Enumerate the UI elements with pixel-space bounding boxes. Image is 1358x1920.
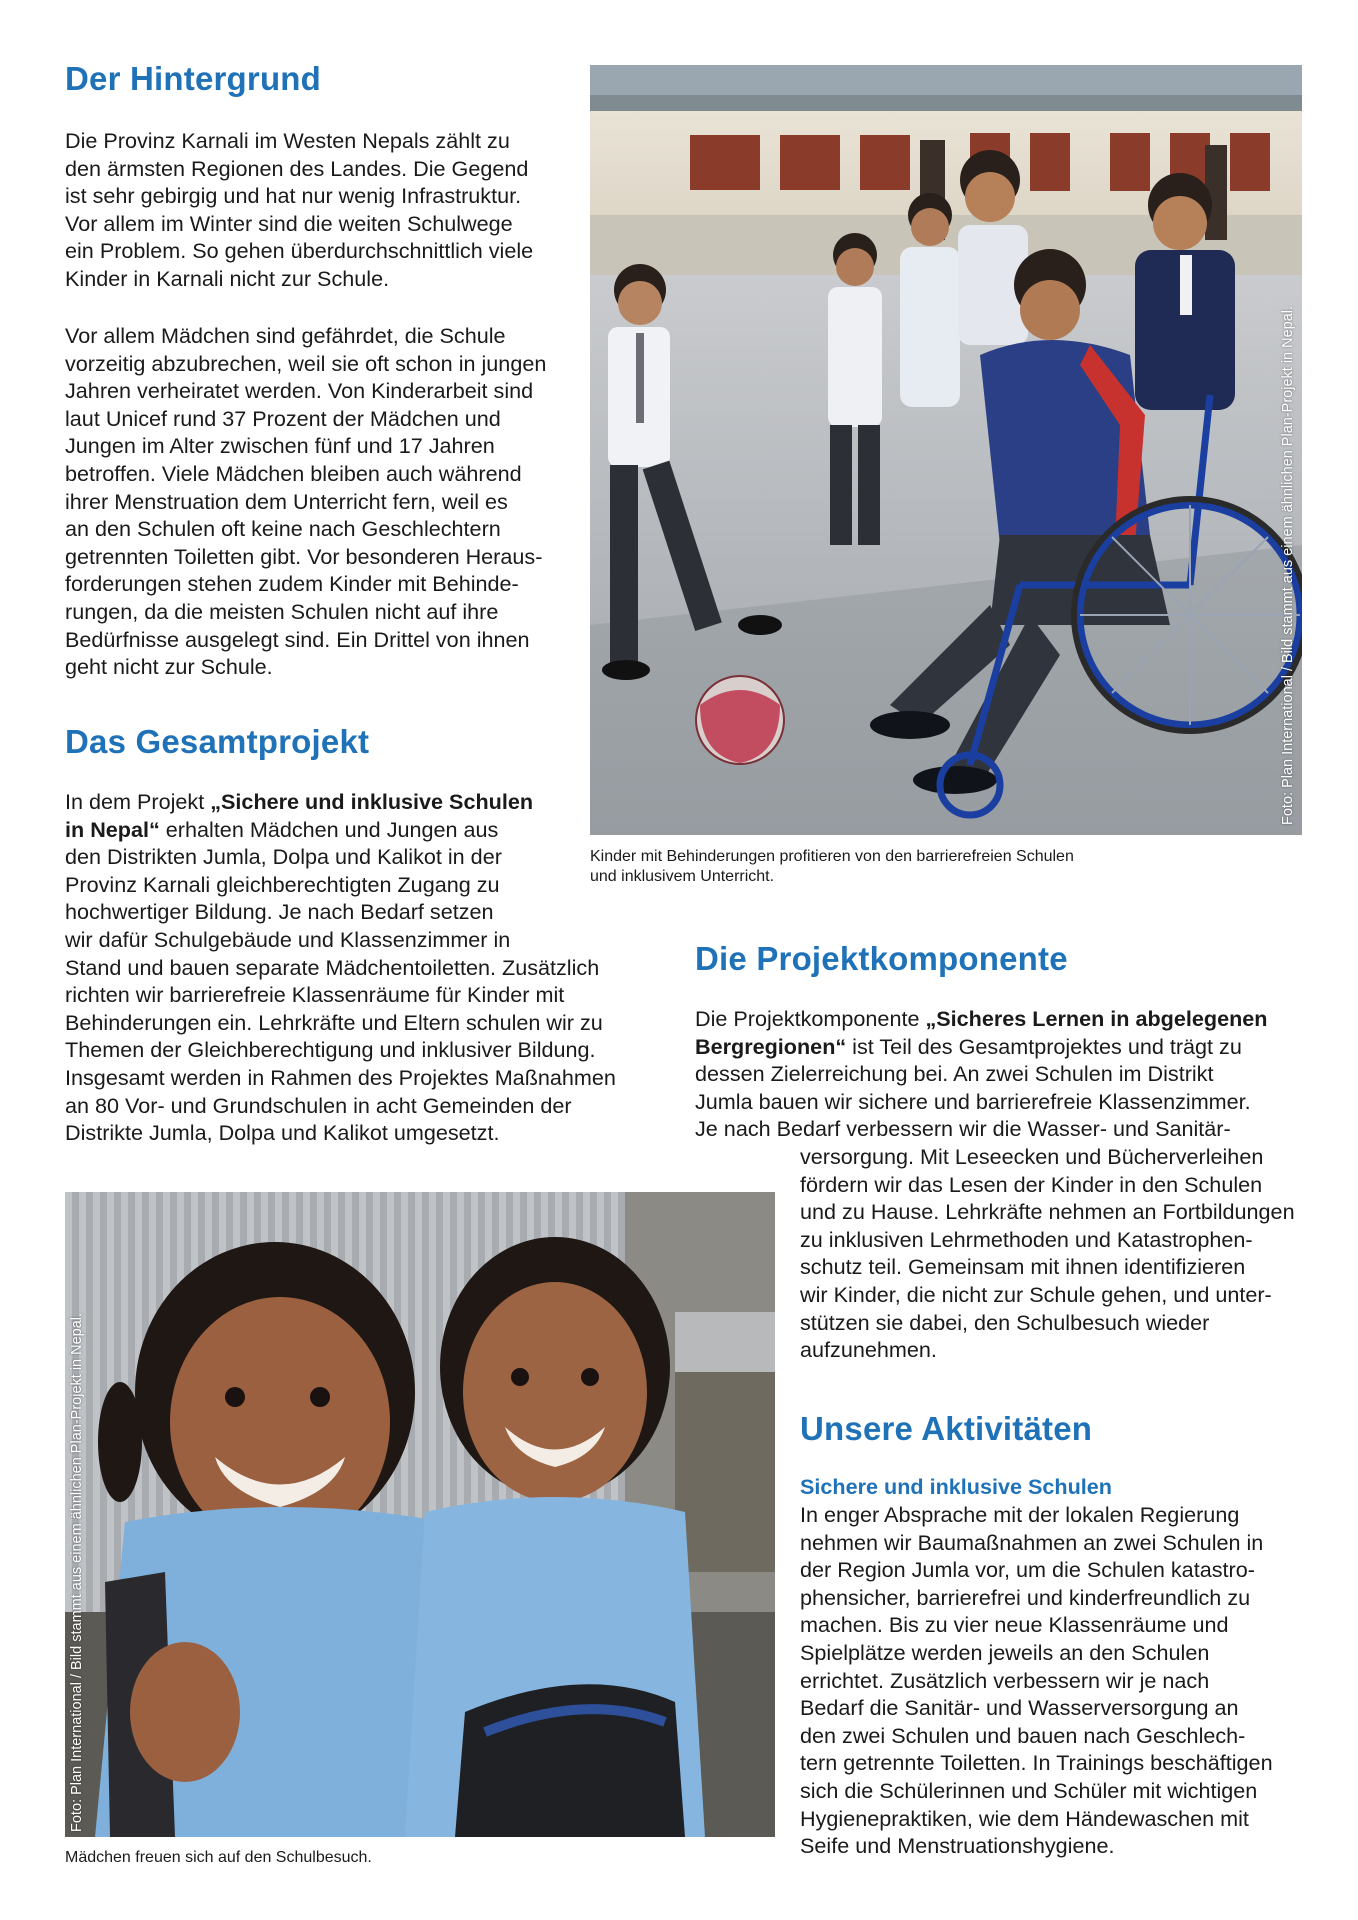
text-line: ein Problem. So gehen überdurchschnittlich viele: [65, 238, 534, 264]
text-line: phensicher, barrierefrei und kinderfreundlich zu: [800, 1584, 1251, 1610]
text-line: Distrikte Jumla, Dolpa und Kalikot umgesetzt.: [65, 1120, 500, 1146]
text-line: an den Schulen oft keine nach Geschlechtern: [65, 516, 501, 542]
text-line: Jungen im Alter zwischen fünf und 17 Jahren: [65, 433, 495, 459]
component-name-bold: Bergregionen“: [695, 1033, 847, 1059]
text-line: laut Unicef rund 37 Prozent der Mädchen und: [65, 405, 501, 431]
text-line: stützen sie dabei, den Schulbesuch wieder: [800, 1309, 1210, 1335]
text-line: Stand und bauen separate Mädchentoiletten. Zusätzlich: [65, 954, 600, 980]
photo-credit-2: Foto: Plan International / Bild stammt aus einem ähnlichen Plan-Projekt in Nepal.: [69, 1312, 85, 1832]
text-line: errichtet. Zusätzlich verbessern wir je nach: [800, 1667, 1210, 1693]
text-line: Kinder in Karnali nicht zur Schule.: [65, 265, 390, 291]
text-line: In enger Absprache mit der lokalen Regierung: [800, 1502, 1240, 1527]
text-line: vorzeitig abzubrechen, weil sie oft schon in jungen: [65, 350, 547, 376]
text-line: Jumla bauen wir sichere und barrierefreie Klassenzimmer.: [695, 1088, 1251, 1114]
text-line: getrennten Toiletten gibt. Vor besonderen Heraus-: [65, 543, 543, 569]
text-line: betroffen. Viele Mädchen bleiben auch während: [65, 460, 522, 486]
caption-photo-1: [590, 847, 1302, 887]
text-line: Themen der Gleichberechtigung und inklusiver Bildung.: [65, 1037, 596, 1063]
text-line: Insgesamt werden in Rahmen des Projektes Maßnahmen: [65, 1064, 616, 1090]
text-line: Hygienepraktiken, wie dem Händewaschen mit: [800, 1805, 1249, 1831]
photo-wheelchair-football: [590, 65, 1302, 835]
photo-girls-illustration: [65, 1192, 775, 1837]
text-line: wir dafür Schulgebäude und Klassenzimmer in: [65, 926, 511, 952]
text-line: nehmen wir Baumaßnahmen an zwei Schulen in: [800, 1529, 1264, 1555]
text-line: Provinz Karnali gleichberechtigten Zugang zu: [65, 871, 500, 897]
photo-wheelchair-illustration: [590, 65, 1302, 835]
paragraph-hintergrund-2: [65, 322, 585, 681]
text-line: den Distrikten Jumla, Dolpa und Kalikot in der: [65, 844, 502, 870]
text-line: wir Kinder, die nicht zur Schule gehen, und unter-: [800, 1281, 1272, 1307]
text-line: dessen Zielerreichung bei. An zwei Schulen im Distrikt: [695, 1061, 1214, 1087]
text-line: forderungen stehen zudem Kinder mit Behinde-: [65, 571, 519, 597]
text-line: Je nach Bedarf verbessern wir die Wasser- und Sanitär-: [695, 1116, 1231, 1142]
text-line: und zu Hause. Lehrkräfte nehmen an Fortbildungen: [800, 1199, 1295, 1225]
text-line: fördern wir das Lesen der Kinder in den Schulen: [800, 1171, 1263, 1197]
text-line: Vor allem im Winter sind die weiten Schulwege: [65, 210, 513, 236]
heading-hintergrund: Der Hintergrund: [65, 60, 322, 97]
text-line: Spielplätze werden jeweils an den Schulen: [800, 1639, 1210, 1665]
paragraph-projektkomponente-wide: [695, 1005, 1305, 1143]
text-line: den ärmsten Regionen des Landes. Die Gegend: [65, 155, 529, 181]
caption-line: Kinder mit Behinderungen profitieren von den barrierefreien Schulen: [590, 848, 1074, 865]
text-line: Die Provinz Karnali im Westen Nepals zählt zu: [65, 128, 510, 153]
caption-photo-2: Mädchen freuen sich auf den Schulbesuch.: [65, 1849, 372, 1866]
project-name-bold: in Nepal“: [65, 816, 160, 842]
text-line: sich die Schülerinnen und Schüler mit wichtigen: [800, 1777, 1258, 1803]
subheading-sichere-schulen: Sichere und inklusive Schulen: [800, 1474, 1113, 1499]
text-line: Bedürfnisse ausgelegt sind. Ein Drittel von ihnen: [65, 626, 530, 652]
text-line: zu inklusiven Lehrmethoden und Katastrophen-: [800, 1226, 1253, 1252]
text-line: hochwertiger Bildung. Je nach Bedarf setzen: [65, 899, 494, 925]
text-line: ist sehr gebirgig und hat nur wenig Infrastruktur.: [65, 183, 522, 209]
paragraph-gesamtprojekt: [65, 788, 655, 1147]
photo-credit-1: Foto: Plan International / Bild stammt aus einem ähnlichen Plan-Projekt in Nepal.: [1280, 305, 1296, 825]
text-line: ist Teil des Gesamtprojektes und trägt zu: [846, 1033, 1242, 1059]
text-line: Behinderungen ein. Lehrkräfte und Eltern schulen wir zu: [65, 1009, 603, 1035]
heading-gesamtprojekt: Das Gesamtprojekt: [65, 723, 370, 760]
text-line: ihrer Menstruation dem Unterricht fern, weil es: [65, 488, 508, 514]
text-line: an 80 Vor- und Grundschulen in acht Gemeinden der: [65, 1092, 572, 1118]
text-line: Bedarf die Sanitär- und Wasserversorgung an: [800, 1695, 1239, 1721]
text-line: geht nicht zur Schule.: [65, 654, 273, 680]
paragraph-aktivitaeten: [800, 1501, 1310, 1860]
component-name-bold: „Sicheres Lernen in abgelegenen: [925, 1006, 1268, 1031]
text-line: aufzunehmen.: [800, 1337, 937, 1363]
text-line: den zwei Schulen und bauen nach Geschlech-: [800, 1722, 1246, 1748]
text-line: tern getrennte Toiletten. In Trainings beschäftigen: [800, 1750, 1273, 1776]
text-line: schutz teil. Gemeinsam mit ihnen identifizieren: [800, 1254, 1246, 1280]
text-line: versorgung. Mit Leseecken und Bücherverleihen: [800, 1144, 1264, 1169]
text-line: Vor allem Mädchen sind gefährdet, die Schule: [65, 323, 506, 348]
text-line: richten wir barrierefreie Klassenräume für Kinder mit: [65, 982, 565, 1008]
text-line: Seife und Menstruationshygiene.: [800, 1833, 1115, 1859]
heading-projektkomponente: Die Projektkomponente: [695, 940, 1068, 977]
project-name-bold: „Sichere und inklusive Schulen: [210, 789, 534, 814]
text-line: Jahren verheiratet werden. Von Kinderarbeit sind: [65, 378, 534, 404]
text-line: rungen, da die meisten Schulen nicht auf ihre: [65, 598, 499, 624]
paragraph-projektkomponente-narrow: [800, 1143, 1310, 1364]
text-line: der Region Jumla vor, um die Schulen katastro-: [800, 1557, 1255, 1583]
text-line: machen. Bis zu vier neue Klassenräume und: [800, 1612, 1229, 1638]
text-line: Die Projektkomponente: [695, 1006, 926, 1031]
heading-aktivitaeten: Unsere Aktivitäten: [800, 1410, 1093, 1447]
paragraph-hintergrund-1: [65, 127, 585, 293]
photo-girls-smiling: [65, 1192, 775, 1837]
text-line: erhalten Mädchen und Jungen aus: [159, 816, 499, 842]
caption-line: und inklusivem Unterricht.: [590, 868, 775, 885]
text-line: In dem Projekt: [65, 789, 211, 814]
